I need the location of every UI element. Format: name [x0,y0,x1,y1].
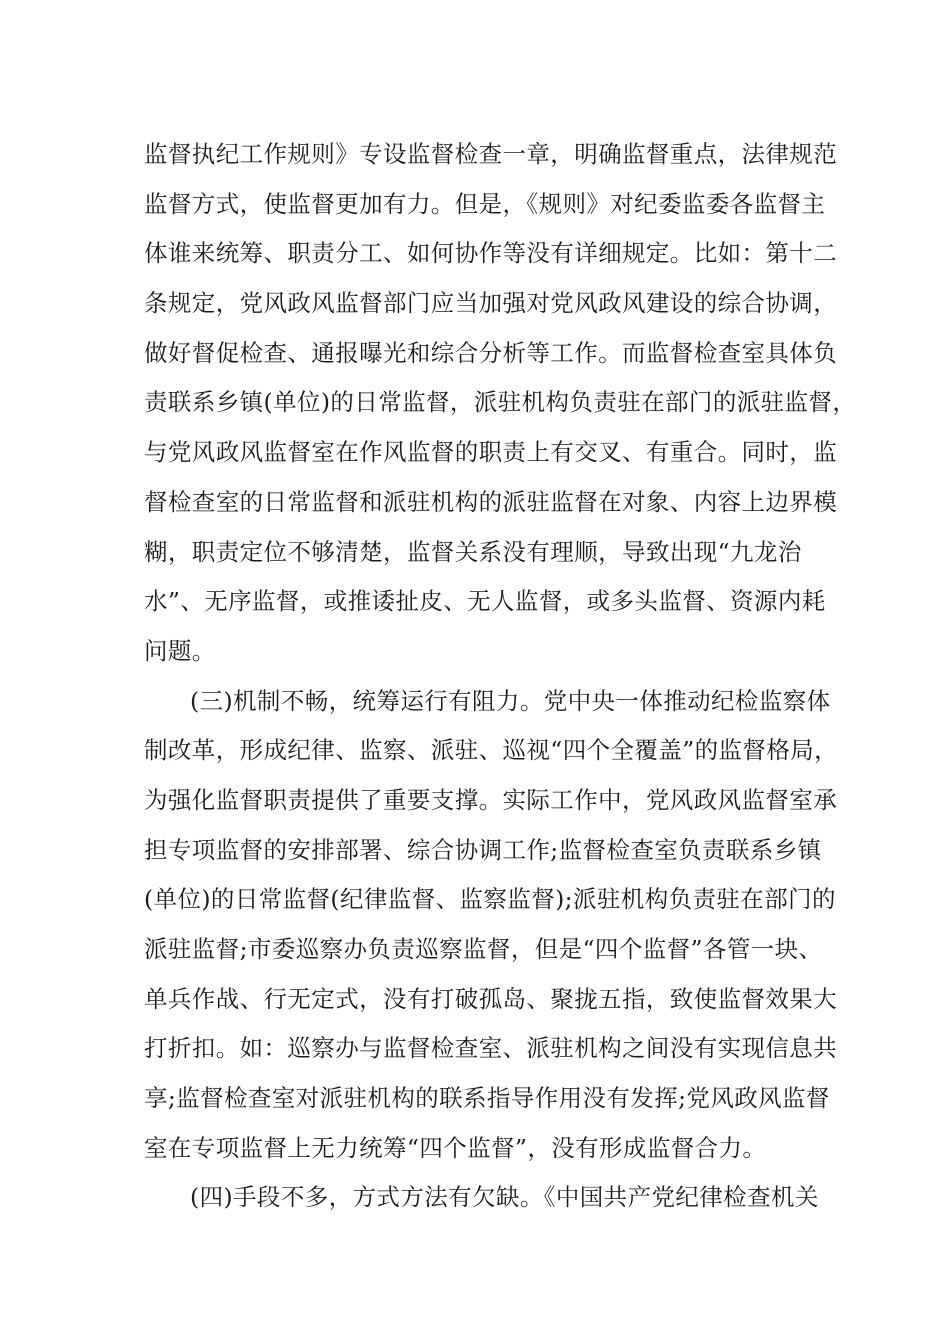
text-line: 单兵作战、行无定式，没有打破孤岛、聚拢五指，致使监督效果大 [144,984,838,1013]
text-line: (单位)的日常监督(纪律监督、监察监督);派驻机构负责驻在部门的 [144,885,836,914]
text-line: 与党风政风监督室在作风监督的职责上有交叉、有重合。同时，监 [144,438,838,467]
text-line: (三)机制不畅，统筹运行有阻力。党中央一体推动纪检监察体 [190,686,831,715]
text-line: 担专项监督的安排部署、综合协调工作;监督检查室负责联系乡镇 [144,835,822,864]
text-line: 问题。 [144,636,216,665]
text-line: 水”、无序监督，或推诿扯皮、无人监督，或多头监督、资源内耗 [144,587,826,616]
text-line: 监督方式，使监督更加有力。但是，《规则》对纪委监委各监督主 [144,189,826,218]
text-line: 制改革，形成纪律、监察、派驻、巡视“四个全覆盖”的监督格局， [144,736,839,765]
body-text [144,130,857,1223]
text-line: 为强化监督职责提供了重要支撑。实际工作中，党风政风监督室承 [144,785,838,814]
text-line: 打折扣。如：巡察办与监督检查室、派驻机构之间没有实现信息共 [144,1034,838,1063]
text-line: 责联系乡镇(单位)的日常监督，派驻机构负责驻在部门的派驻监督， [144,388,857,417]
text-line: 享;监督检查室对派驻机构的联系指导作用没有发挥;党风政风监督 [144,1084,830,1113]
text-line: 做好督促检查、通报曝光和综合分析等工作。而监督检查室具体负 [144,338,838,367]
text-line: 条规定，党风政风监督部门应当加强对党风政风建设的综合协调， [144,289,838,318]
text-line: (四)手段不多，方式方法有欠缺。《中国共产党纪律检查机关 [190,1183,819,1212]
text-line: 督检查室的日常监督和派驻机构的派驻监督在对象、内容上边界模 [144,487,838,516]
text-line: 派驻监督;市委巡察办负责巡察监督，但是“四个监督”各管一块、 [144,935,823,963]
text-line: 室在专项监督上无力统筹“四个监督”，没有形成监督合力。 [144,1133,767,1162]
text-line: 糊，职责定位不够清楚，监督关系没有理顺，导致出现“九龙治 [144,537,802,566]
text-line: 监督执纪工作规则》专设监督检查一章，明确监督重点，法律规范 [144,140,838,168]
text-line: 体谁来统筹、职责分工、如何协作等没有详细规定。比如：第十二 [144,239,838,268]
